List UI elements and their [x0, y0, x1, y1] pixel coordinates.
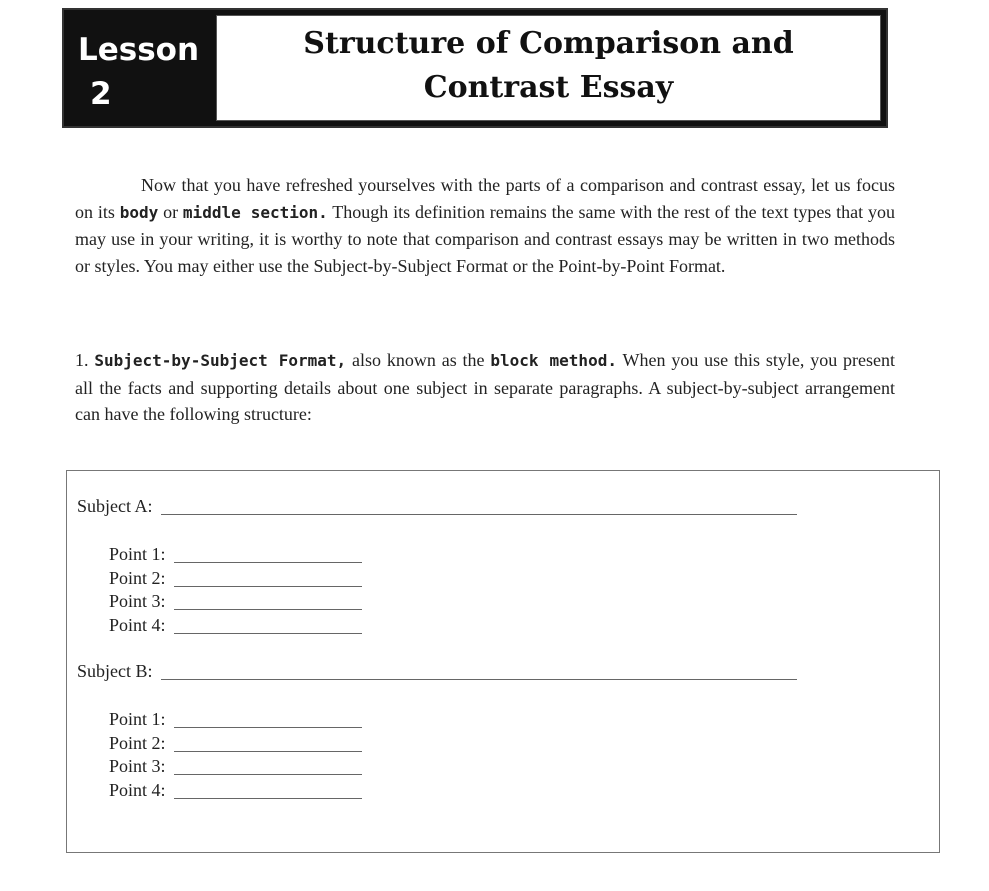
subject-b-label: Subject B:: [77, 661, 153, 681]
bold-term: block method.: [490, 351, 617, 370]
subject-format-paragraph: [75, 347, 895, 428]
bold-term: body: [119, 202, 159, 222]
point-row: [109, 614, 362, 638]
blank-line: [174, 727, 362, 728]
blank-line: [174, 798, 362, 799]
lesson-header: [62, 8, 888, 128]
point-label: Point 2:: [109, 567, 166, 588]
subject-a-points: [109, 543, 362, 637]
point-label: Point 4:: [109, 779, 166, 800]
text: Though its definition remains the same with the rest of the text types that you may use in your writing, it is worthy to note that comparison and contrast essays may be written in two methods or styles. You may either use the Subject-by-Subject Format or the Point-by-Point Format.: [75, 201, 895, 276]
title-box: [216, 15, 881, 121]
bold-term: Subject-by-Subject Format,: [94, 351, 347, 370]
point-row: [109, 590, 362, 614]
intro-paragraph: [75, 172, 895, 279]
lesson-label: [78, 28, 199, 116]
subject-b-points: [109, 708, 362, 802]
page-title: [217, 22, 880, 110]
blank-line: [174, 609, 362, 610]
point-label: Point 1:: [109, 544, 166, 564]
point-row: [109, 567, 362, 591]
text: 1.: [75, 350, 95, 370]
blank-line: [161, 679, 797, 680]
point-label: Point 4:: [109, 614, 166, 635]
title-line-2: Contrast Essay: [423, 70, 674, 105]
point-row: [109, 779, 362, 803]
point-row: [109, 755, 362, 779]
point-label: Point 2:: [109, 732, 166, 753]
blank-line: [174, 774, 362, 775]
text: Now that you have refreshed yourselves with the parts of a comparison and contrast essay, let us focus on its: [75, 175, 895, 222]
text: or: [158, 201, 183, 222]
text: also known as the: [346, 350, 491, 370]
point-row: [109, 708, 362, 732]
structure-box: [66, 470, 940, 853]
blank-line: [174, 586, 362, 587]
subject-a-label: Subject A:: [77, 496, 153, 516]
lesson-word: Lesson: [78, 32, 200, 68]
subject-b-row: [77, 661, 797, 682]
point-label: Point 3:: [109, 756, 166, 776]
blank-line: [174, 751, 362, 752]
lesson-number: 2: [90, 76, 112, 112]
subject-a-row: [77, 496, 797, 517]
bold-term: middle section.: [182, 202, 328, 222]
text: When you use this style, you present all the facts and supporting details about one subject in separate paragraphs. A subject-by-subject arrangement can have the following structure:: [75, 350, 896, 424]
title-line-1: Structure of Comparison and: [303, 26, 794, 61]
point-label: Point 3:: [109, 591, 166, 611]
blank-line: [161, 514, 797, 515]
blank-line: [174, 562, 362, 563]
point-row: [109, 732, 362, 756]
point-row: [109, 543, 362, 567]
blank-line: [174, 633, 362, 634]
point-label: Point 1:: [109, 709, 166, 729]
